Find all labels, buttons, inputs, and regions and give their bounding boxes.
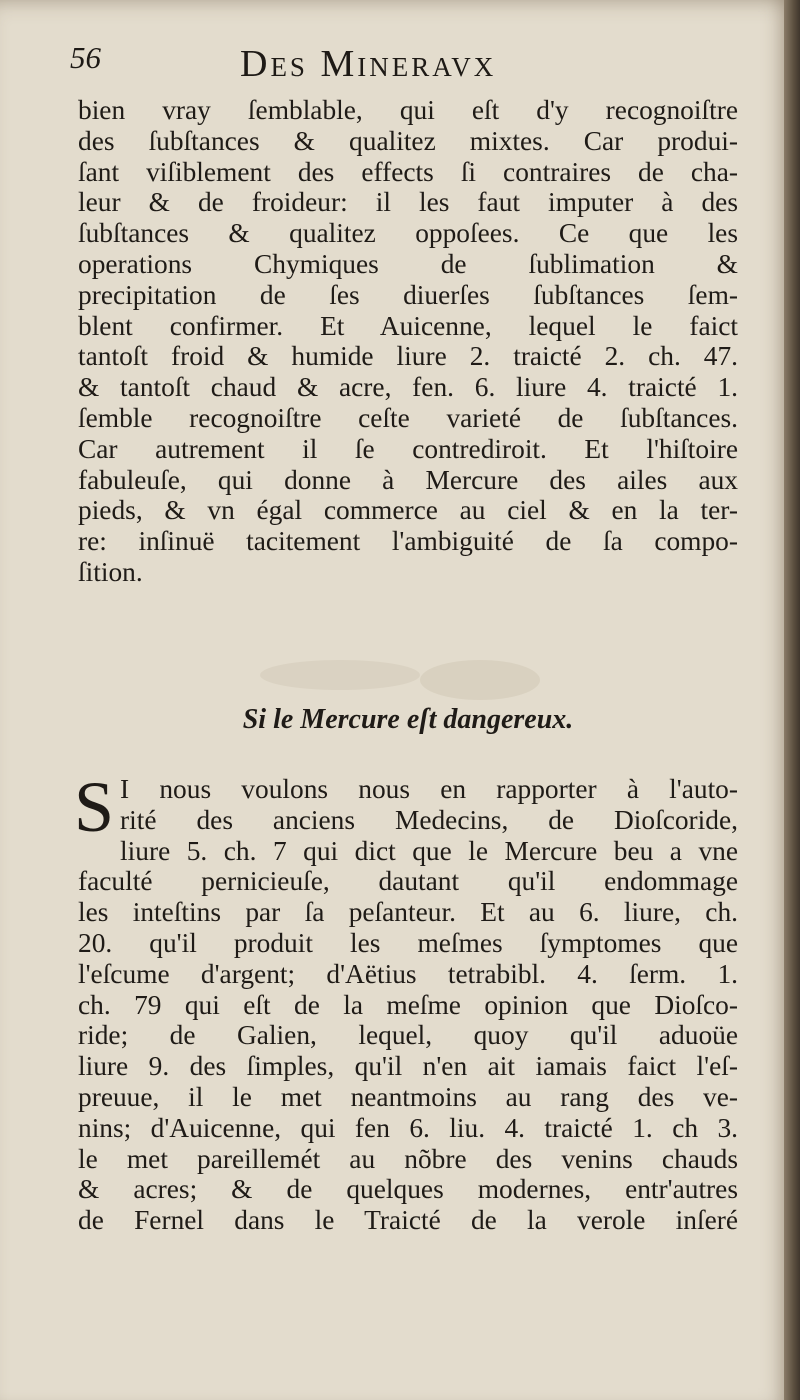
text-line: ſubſtances & qualitez oppoſees. Ce que les xyxy=(78,218,738,249)
book-edge xyxy=(784,0,800,1400)
paper-stain xyxy=(420,660,540,700)
text-line: operations Chymiques de ſublimation & xyxy=(78,248,738,279)
text-line: Car autrement il ſe contrediroit. Et l'hiſtoire xyxy=(78,433,738,464)
text-line: fabuleuſe, qui donne à Mercure des ailes aux xyxy=(78,464,738,495)
text-line: le met pareillemét au nõbre des venins chauds xyxy=(78,1143,738,1174)
text-line: ſemble recognoiſtre ceſte varieté de ſubſtances. xyxy=(78,402,738,433)
paragraph-2 xyxy=(74,767,738,1236)
text-line: tantoſt froid & humide liure 2. traicté 2. ch. 47. xyxy=(78,341,738,372)
text-line: leur & de froideur: il les faut imputer à des xyxy=(78,187,738,218)
text-line: l'eſcume d'argent; d'Aëtius tetrabibl. 4. ſerm. 1. xyxy=(78,958,738,989)
text-line: rité des anciens Medecins, de Dioſcoride, xyxy=(120,804,738,835)
text-line: re: inſinuë tacitement l'ambiguité de ſa compo- xyxy=(78,526,738,557)
text-line: liure 5. ch. 7 qui dict que le Mercure beu a vne xyxy=(120,835,738,866)
paragraph-1 xyxy=(78,95,738,588)
page-header xyxy=(70,40,730,96)
text-line: blent confirmer. Et Auicenne, lequel le faict xyxy=(78,310,738,341)
text-line: ride; de Galien, lequel, quoy qu'il aduoüe xyxy=(78,1020,738,1051)
text-line: nins; d'Auicenne, qui fen 6. liu. 4. traicté 1. ch 3. xyxy=(78,1112,738,1143)
text-line: precipitation de ſes diuerſes ſubſtances ſem- xyxy=(78,279,738,310)
text-line: ſant viſiblement des effects ſi contraires de cha- xyxy=(78,156,738,187)
section-heading: Si le Mercure eſt dangereux. xyxy=(242,704,574,735)
text-line: ſition. xyxy=(78,556,143,587)
paper-stain xyxy=(260,660,420,690)
text-line: ch. 79 qui eſt de la meſme opinion que Dioſco- xyxy=(78,989,738,1020)
text-line: 20. qu'il produit les meſmes ſymptomes que xyxy=(78,927,738,958)
running-head: Des Mineravx xyxy=(240,43,497,85)
text-line: faculté pernicieuſe, dautant qu'il endommage xyxy=(78,866,738,897)
text-line: bien vray ſemblable, qui eſt d'y recognoiſtre xyxy=(78,95,738,125)
text-line: & acres; & de quelques modernes, entr'autres xyxy=(78,1174,738,1205)
text-line: liure 9. des ſimples, qu'il n'en ait iamais faict l'eſ- xyxy=(78,1051,738,1082)
text-line: I nous voulons nous en rapporter à l'auto- xyxy=(120,774,738,804)
text-line: de Fernel dans le Traicté de la verole inſeré xyxy=(78,1205,738,1236)
text-line: pieds, & vn égal commerce au ciel & en la ter- xyxy=(78,495,738,526)
text-line: & tantoſt chaud & acre, fen. 6. liure 4. traicté 1. xyxy=(78,372,738,403)
text-line: les inteſtins par ſa peſanteur. Et au 6. liure, ch. xyxy=(78,897,738,928)
page-number: 56 xyxy=(70,40,101,75)
text-line: preuue, il le met neantmoins au rang des ve- xyxy=(78,1081,738,1112)
drop-cap: S xyxy=(74,767,115,847)
text-line: des ſubſtances & qualitez mixtes. Car produi- xyxy=(78,125,738,156)
